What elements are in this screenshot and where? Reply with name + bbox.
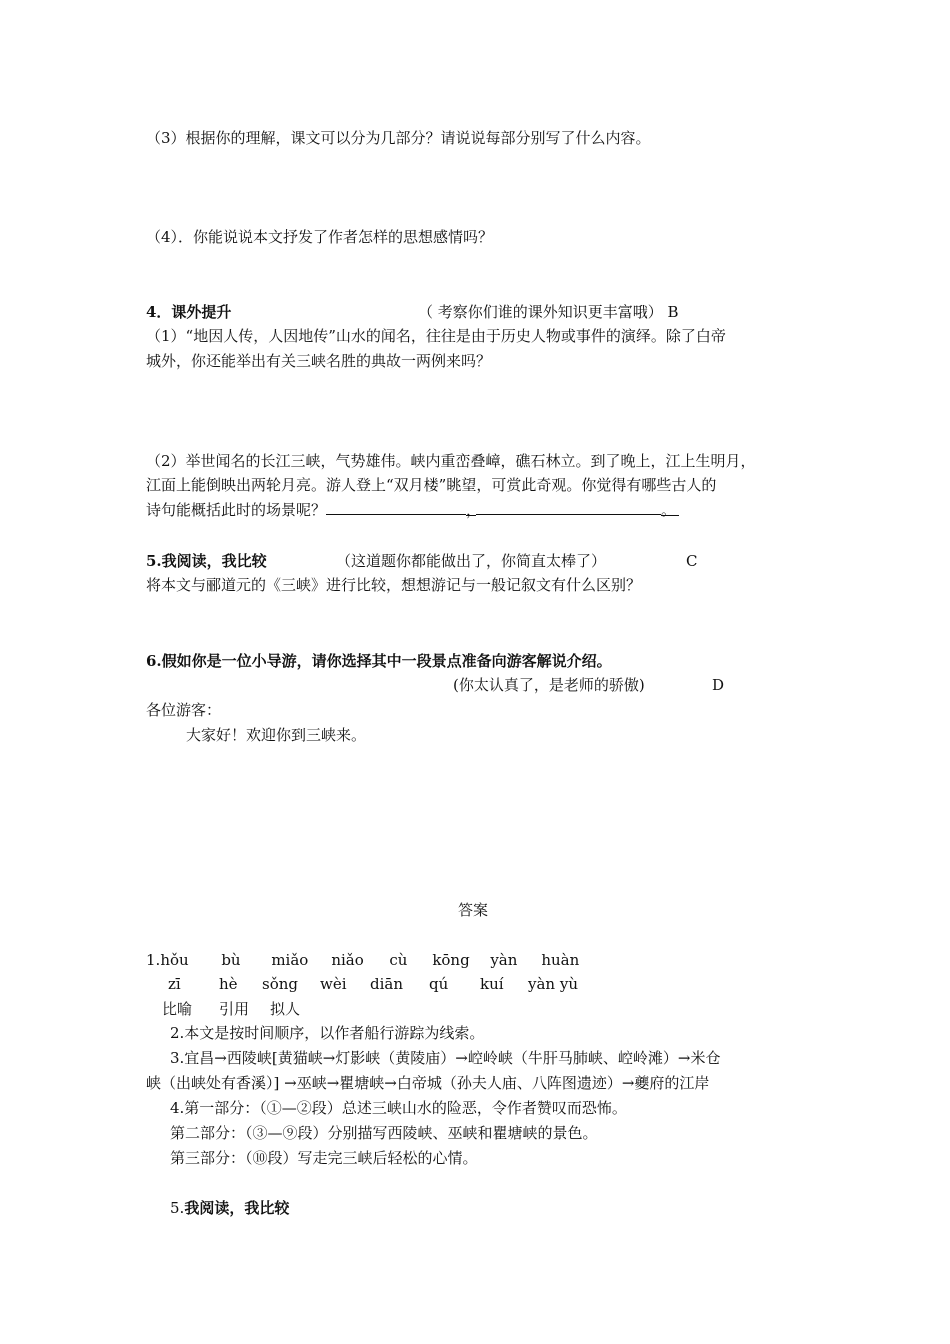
pinyin: miǎo: [271, 951, 309, 969]
pinyin: niǎo: [331, 951, 364, 969]
pinyin: wèi: [320, 975, 347, 993]
section-5-body: 将本文与郦道元的《三峡》进行比较，想想游记与一般记叙文有什么区别？: [146, 576, 642, 594]
section-6-grade: D: [712, 676, 725, 694]
section-4-q1-line2: 城外，你还能举出有关三峡名胜的典故一两例来吗？: [146, 352, 492, 370]
answer-3-line1: 3.宜昌→西陵峡[黄猫峡→灯影峡（黄陵庙）→崆岭峡（牛肝马肺峡、崆岭滩）→米仓: [170, 1049, 721, 1067]
q2-line3-text: 诗句能概括此时的场景呢？: [146, 501, 327, 519]
blank-period: 。: [661, 499, 679, 516]
answer-5-number: 5.: [170, 1199, 185, 1217]
rhetoric-term: 拟人: [270, 1000, 301, 1018]
answer-2: 2.本文是按时间顺序，以作者船行游踪为线索。: [170, 1024, 485, 1042]
pinyin: kōng: [432, 951, 470, 969]
pinyin: diān: [370, 975, 404, 993]
question-3-3: （3）根据你的理解，课文可以分为几部分？请说说每部分别写了什么内容。: [146, 129, 651, 147]
answer-4-line1: 4.第一部分：（①—②段）总述三峡山水的险恶，令作者赞叹而恐怖。: [170, 1099, 627, 1117]
section-6-opening: 大家好！欢迎你到三峡来。: [186, 726, 367, 744]
pinyin: yàn yù: [528, 975, 578, 993]
answer-3-line2: 峡（出峡处有香溪）] →巫峡→瞿塘峡→白帝城（孙夫人庙、八阵图遗迹）→夔府的江岸: [146, 1074, 710, 1092]
answer-5-title: 我阅读，我比较: [184, 1199, 290, 1217]
question-3-4: （4）．你能说说本文抒发了作者怎样的思想感情吗？: [146, 228, 494, 246]
section-4-title: 4．课外提升: [146, 303, 232, 321]
section-6-greeting: 各位游客：: [146, 701, 222, 719]
section-4-q1-line1: （1）“地因人传，人因地传”山水的闻名，往往是由于历史人物或事件的演绎。除了白帝: [146, 327, 726, 345]
section-5-note: （这道题你都能做出了，你简直太棒了）: [336, 552, 607, 570]
pinyin: kuí: [480, 975, 504, 993]
answer-1-prefix: 1.: [146, 951, 161, 969]
rhetoric-term: 引用: [219, 1000, 250, 1018]
pinyin: qú: [429, 975, 449, 993]
pinyin-row-2: [168, 973, 578, 995]
section-4-q2-line2: 江面上能倒映出两轮月亮。游人登上“双月楼”眺望，可赏此奇观。你觉得有哪些古人的: [146, 476, 717, 494]
pinyin: hè: [219, 975, 238, 993]
pinyin: sǒng: [262, 975, 298, 993]
pinyin: bù: [221, 951, 241, 969]
section-5-grade: C: [686, 552, 698, 570]
pinyin: cù: [389, 951, 408, 969]
section-4-note: （ 考察你们谁的课外知识更丰富哦） B: [418, 303, 679, 321]
answer-4-line3: 第三部分：（⑩段）写走完三峡后轻松的心情。: [170, 1149, 478, 1167]
answers-heading: 答案: [458, 901, 489, 919]
blank-comma: ，: [466, 501, 482, 519]
pinyin: huàn: [541, 951, 580, 969]
section-5-title: 5.我阅读，我比较: [146, 552, 267, 570]
pinyin-row-1: [146, 949, 579, 971]
answer-blank-2[interactable]: [476, 498, 661, 515]
pinyin: yàn: [490, 951, 518, 969]
section-4-q2-line1: （2）举世闻名的长江三峡，气势雄伟。峡内重峦叠嶂，礁石林立。到了晚上，江上生明月，: [146, 452, 756, 470]
pinyin: hǒu: [160, 951, 189, 969]
rhetoric-row: [162, 998, 300, 1020]
rhetoric-term: 比喻: [162, 1000, 193, 1018]
answer-blank-1[interactable]: [326, 498, 466, 515]
pinyin: zī: [168, 975, 181, 993]
section-4-q2-line3: [146, 498, 679, 521]
section-6-note: (你太认真了，是老师的骄傲): [453, 676, 645, 694]
answer-5: [170, 1197, 289, 1219]
answer-4-line2: 第二部分：（③—⑨段）分别描写西陵峡、巫峡和瞿塘峡的景色。: [170, 1124, 598, 1142]
section-6-title: 6.假如你是一位小导游，请你选择其中一段景点准备向游客解说介绍。: [146, 652, 612, 670]
